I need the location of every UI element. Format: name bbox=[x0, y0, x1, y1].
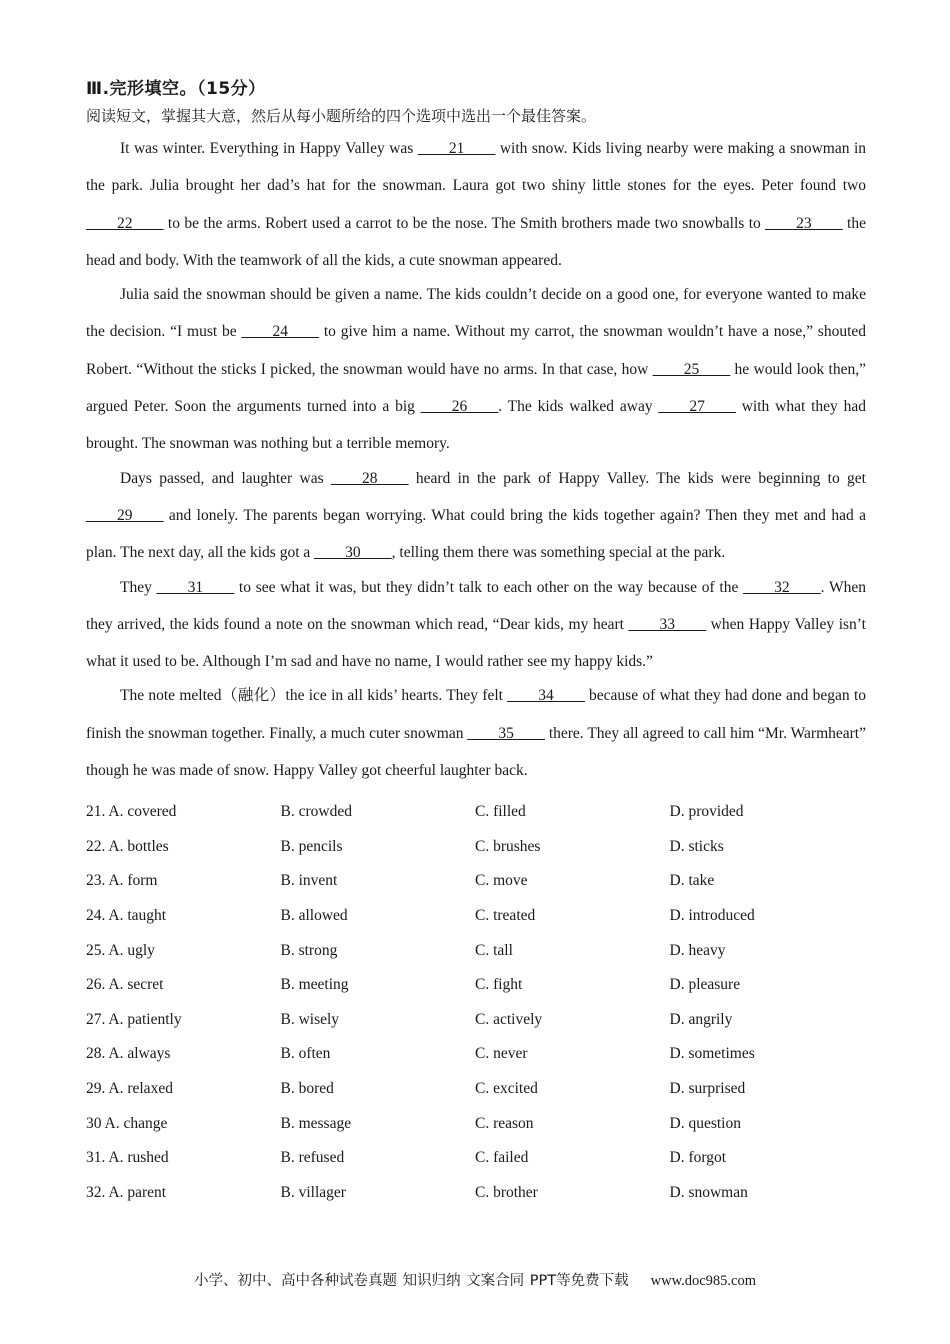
footer-text: 小学、初中、高中各种试卷真题 知识归纳 文案合同 PPT等免费下载 bbox=[193, 1273, 629, 1289]
question-row bbox=[86, 968, 866, 1003]
passage-text: the head and body. With the teamwork of all the kids, a cute snowman appeared. bbox=[86, 214, 866, 269]
answer-option: C. reason bbox=[475, 1114, 534, 1132]
passage-paragraph bbox=[86, 460, 866, 572]
passage-text: he would look then,” argued Peter. Soon the arguments turned into a big bbox=[86, 360, 866, 416]
answer-option: D. pleasure bbox=[669, 976, 741, 994]
page-footer bbox=[0, 1269, 950, 1290]
answer-option: 24. A. taught bbox=[86, 907, 167, 925]
question-row bbox=[86, 899, 866, 934]
passage-text: . When they arrived, the kids found a note on the snowman which read, “Dear kids, my heart bbox=[86, 578, 867, 633]
answer-blank: ____33____ bbox=[628, 615, 707, 633]
question-row bbox=[86, 1072, 866, 1107]
answer-option: C. fight bbox=[475, 976, 523, 994]
answer-option: 25. A. ugly bbox=[86, 941, 155, 959]
answer-blank: ____25____ bbox=[652, 360, 731, 378]
question-row bbox=[86, 830, 866, 865]
passage-text: The note melted（融化）the ice in all kids’ hearts. They felt bbox=[120, 687, 508, 705]
answer-options bbox=[86, 795, 866, 1210]
answer-blank: ____30____ bbox=[314, 544, 392, 562]
passage-text: because of what they had done and began to finish the snowman together. Finally, a much cuter snowman bbox=[86, 687, 867, 742]
answer-blank: ____23____ bbox=[765, 214, 843, 232]
answer-blank: ____35____ bbox=[467, 724, 545, 742]
passage-text: with what they had brought. The snowman was nothing but a terrible memory. bbox=[86, 398, 866, 453]
answer-option: D. sticks bbox=[669, 837, 724, 855]
passage-text: . The kids walked away bbox=[498, 398, 659, 416]
answer-option: C. brushes bbox=[475, 837, 541, 855]
answer-option: B. allowed bbox=[280, 907, 348, 925]
passage-text: heard in the park of Happy Valley. The kids were beginning to get bbox=[408, 469, 866, 487]
answer-blank: ____27____ bbox=[658, 398, 736, 416]
answer-blank: ____26____ bbox=[420, 398, 499, 416]
answer-option: 27. A. patiently bbox=[86, 1010, 182, 1028]
answer-blank: ____34____ bbox=[507, 687, 585, 705]
passage-text: and lonely. The parents began worrying. What could bring the kids together again? Then they met and had a plan. The next day, all the kids got a bbox=[86, 506, 866, 562]
passage-text: They bbox=[120, 578, 157, 596]
question-row bbox=[86, 1037, 866, 1072]
answer-option: D. angrily bbox=[669, 1010, 733, 1028]
answer-option: B. message bbox=[280, 1114, 352, 1132]
answer-option: D. surprised bbox=[669, 1080, 746, 1098]
answer-option: D. question bbox=[669, 1114, 741, 1132]
answer-blank: ____28____ bbox=[331, 469, 409, 487]
answer-option: C. treated bbox=[475, 907, 536, 925]
answer-option: B. invent bbox=[280, 872, 338, 890]
answer-option: C. never bbox=[475, 1045, 528, 1063]
answer-blank: ____21____ bbox=[417, 140, 496, 157]
section-title: Ⅲ.完形填空。（15分） bbox=[86, 79, 266, 99]
passage-text: to be the arms. Robert used a carrot to be the nose. The Smith brothers made two snowballs to bbox=[163, 214, 766, 232]
passage-text: It was winter. Everything in Happy Valley was bbox=[120, 140, 418, 157]
answer-option: 23. A. form bbox=[86, 872, 158, 890]
answer-option: B. bored bbox=[280, 1080, 334, 1098]
passage-text: Julia said the snowman should be given a name. The kids couldn’t decide on a good one, for everyone wanted to make the decision. “I must be bbox=[86, 286, 866, 341]
answer-option: C. failed bbox=[475, 1149, 529, 1167]
cloze-passage bbox=[86, 130, 866, 786]
section-instruction: 阅读短文，掌握其大意，然后从每小题所给的四个选项中选出一个最佳答案。 bbox=[86, 107, 597, 125]
answer-option: B. pencils bbox=[280, 837, 343, 855]
answer-option: B. wisely bbox=[280, 1010, 340, 1028]
answer-option: B. meeting bbox=[280, 976, 349, 994]
question-row bbox=[86, 795, 866, 830]
answer-option: D. heavy bbox=[669, 941, 726, 959]
passage-paragraph bbox=[86, 569, 866, 681]
answer-blank: ____22____ bbox=[86, 214, 164, 232]
answer-option: B. strong bbox=[280, 941, 338, 959]
passage-text: Days passed, and laughter was bbox=[120, 469, 331, 487]
answer-option: 29. A. relaxed bbox=[86, 1080, 173, 1098]
answer-option: 28. A. always bbox=[86, 1045, 171, 1063]
answer-option: D. introduced bbox=[669, 907, 755, 925]
answer-option: D. take bbox=[669, 872, 715, 890]
answer-option: D. snowman bbox=[669, 1183, 748, 1201]
answer-blank: ____31____ bbox=[156, 578, 235, 596]
answer-option: 30 A. change bbox=[86, 1114, 168, 1132]
answer-option: 32. A. parent bbox=[86, 1183, 167, 1201]
question-row bbox=[86, 1141, 866, 1176]
answer-option: D. provided bbox=[669, 803, 744, 821]
question-row bbox=[86, 933, 866, 968]
answer-option: C. brother bbox=[475, 1183, 538, 1201]
answer-option: D. forgot bbox=[669, 1149, 727, 1167]
answer-option: D. sometimes bbox=[669, 1045, 755, 1063]
passage-text: to see what it was, but they didn’t talk to each other on the way because of the bbox=[234, 578, 744, 596]
answer-blank: ____24____ bbox=[241, 323, 319, 341]
answer-option: C. move bbox=[475, 872, 528, 890]
answer-option: B. refused bbox=[280, 1149, 345, 1167]
passage-paragraph bbox=[86, 130, 866, 279]
answer-option: C. filled bbox=[475, 803, 526, 821]
answer-option: 26. A. secret bbox=[86, 976, 164, 994]
passage-paragraph bbox=[86, 276, 866, 462]
answer-option: 21. A. covered bbox=[86, 803, 177, 821]
passage-text: with snow. Kids living nearby were making a snowman in the park. Julia brought her dad’s hat for the snowman. Laura got two shiny little stones for the eyes. Peter found two bbox=[86, 140, 866, 195]
passage-paragraph bbox=[86, 677, 866, 789]
passage-text: , telling them there was something special at the park. bbox=[391, 544, 726, 562]
answer-option: B. crowded bbox=[280, 803, 352, 821]
answer-option: C. tall bbox=[475, 941, 513, 959]
answer-option: B. often bbox=[280, 1045, 331, 1063]
passage-text: there. They all agreed to call him “Mr. Warmheart” though he was made of snow. Happy Valley got cheerful laughter back. bbox=[86, 724, 866, 780]
answer-option: B. villager bbox=[280, 1183, 346, 1201]
answer-option: C. actively bbox=[475, 1010, 543, 1028]
footer-site: www.doc985.com bbox=[650, 1273, 757, 1289]
answer-blank: ____29____ bbox=[86, 506, 164, 524]
question-row bbox=[86, 1003, 866, 1038]
answer-blank: ____32____ bbox=[743, 578, 821, 596]
question-row bbox=[86, 1176, 866, 1211]
answer-option: 22. A. bottles bbox=[86, 837, 169, 855]
question-row bbox=[86, 1106, 866, 1141]
answer-option: C. excited bbox=[475, 1080, 538, 1098]
answer-option: 31. A. rushed bbox=[86, 1149, 169, 1167]
question-row bbox=[86, 864, 866, 899]
passage-text: when Happy Valley isn’t what it used to be. Although I’m sad and have no name, I would rather see my happy kids.” bbox=[86, 615, 866, 671]
passage-text: to give him a name. Without my carrot, the snowman wouldn’t have a nose,” shouted Robert. “Without the sticks I picked, the snowman would have no arms. In that case, how bbox=[86, 323, 867, 378]
